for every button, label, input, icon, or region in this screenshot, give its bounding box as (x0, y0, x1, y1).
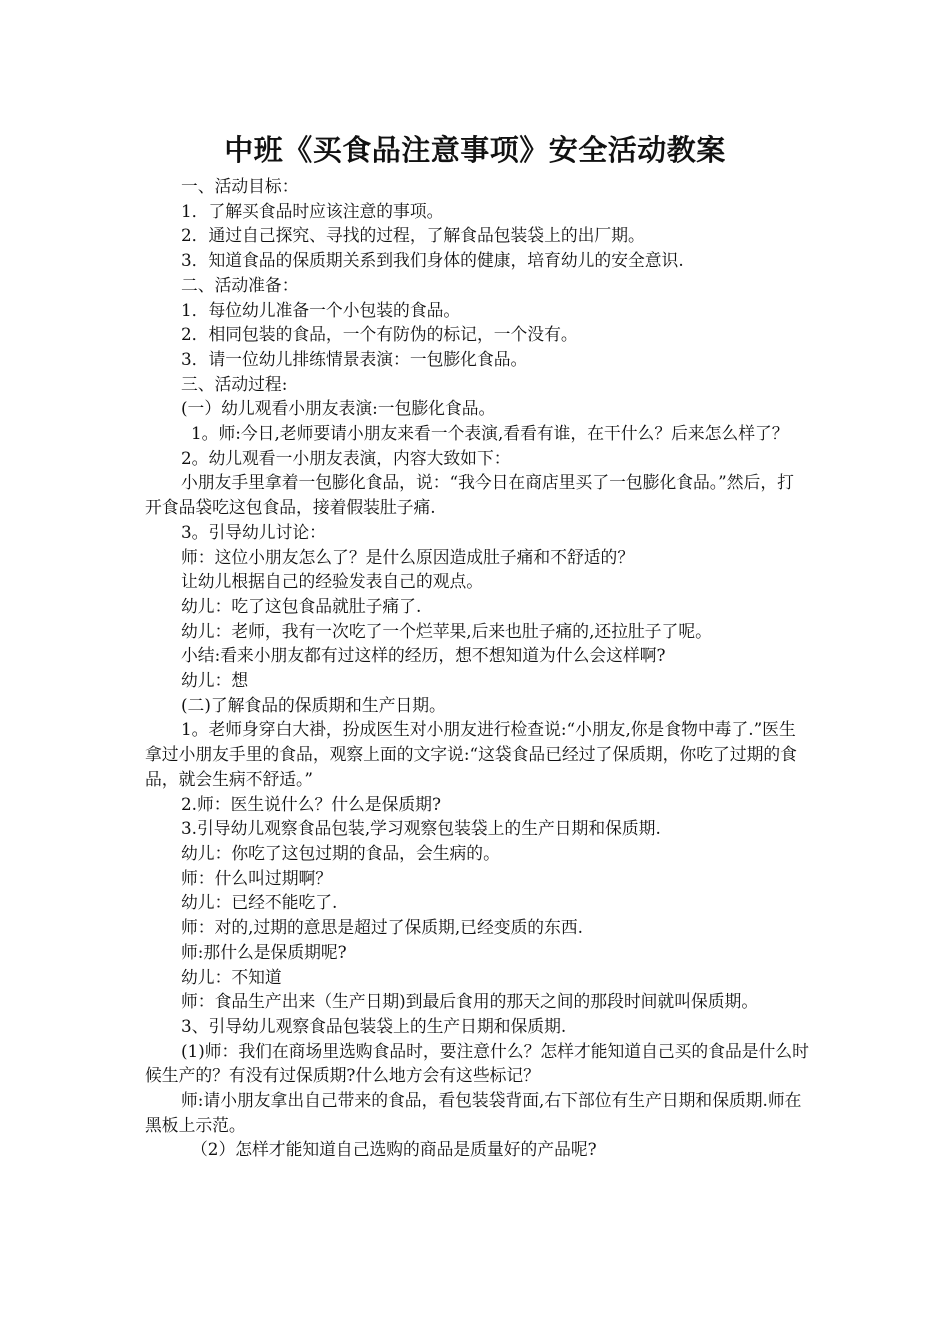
paragraph: (1)师：我们在商场里选购食品时，要注意什么？怎样才能知道自己买的食品是什么时候生产的？有没有过保质期?什么地方会有这些标记？ (145, 1040, 809, 1086)
section-heading-process: 三、活动过程: (181, 373, 288, 394)
paragraph: 小结:看来小朋友都有过这样的经历，想不想知道为什么会这样啊? (181, 645, 666, 666)
paragraph: 3．请一位幼儿排练情景表演：一包膨化食品。 (181, 348, 528, 369)
paragraph: 幼儿：不知道 (181, 966, 282, 987)
paragraph: 1．每位幼儿准备一个小包装的食品。 (181, 299, 461, 320)
paragraph: 师：这位小朋友怎么了？是什么原因造成肚子痛和不舒适的？ (181, 546, 635, 567)
paragraph: 师:请小朋友拿出自己带来的食品，看包装袋背面,右下部位有生产日期和保质期.师在黑板上示范。 (145, 1090, 802, 1135)
document-title: 中班《买食品注意事项》安全活动教案 (224, 133, 726, 167)
subsection-heading: (二)了解食品的保质期和生产日期。 (181, 694, 446, 715)
paragraph: 1。老师身穿白大褂，扮成医生对小朋友进行检查说:“小朋友,你是食物中毒了.”医生拿过小朋友手里的食品，观察上面的文字说:“这袋食品已经过了保质期，你吃了过期的食品，就会生病不舒适。” (145, 719, 797, 789)
section-heading-preparation: 二、活动准备： (181, 274, 299, 295)
subsection-heading: (一）幼儿观看小朋友表演:一包膨化食品。 (181, 398, 496, 419)
paragraph: 让幼儿根据自己的经验发表自己的观点。 (181, 571, 484, 592)
paragraph: 3、引导幼儿观察食品包装袋上的生产日期和保质期. (181, 1015, 567, 1036)
paragraph: 师：对的,过期的意思是超过了保质期,已经变质的东西. (181, 917, 583, 938)
paragraph: 幼儿：你吃了这包过期的食品，会生病的。 (181, 842, 500, 863)
paragraph: 师：食品生产出来（生产日期)到最后食用的那天之间的那段时间就叫保质期。 (181, 991, 759, 1012)
paragraph: 2．通过自己探究、寻找的过程，了解食品包装袋上的出厂期。 (181, 225, 645, 246)
paragraph: 师：什么叫过期啊？ (181, 867, 333, 888)
paragraph: 幼儿：已经不能吃了. (181, 892, 338, 913)
paragraph: 3。引导幼儿讨论： (181, 521, 326, 542)
paragraph: 2．相同包装的食品，一个有防伪的标记，一个没有。 (181, 324, 578, 345)
paragraph: 2。幼儿观看一小朋友表演，内容大致如下： (181, 447, 511, 468)
paragraph: 2.师：医生说什么？什么是保质期? (181, 793, 441, 814)
paragraph: 幼儿：老师，我有一次吃了一个烂苹果,后来也肚子痛的,还拉肚子了呢。 (181, 620, 712, 641)
paragraph: 小朋友手里拿着一包膨化食品，说：“我今日在商店里买了一包膨化食品。”然后，打开食品袋吃这包食品，接着假装肚子痛. (145, 472, 794, 518)
document-body (145, 174, 810, 1162)
paragraph: 1．了解买食品时应该注意的事项。 (181, 200, 444, 221)
section-heading-goals: 一、活动目标： (181, 176, 299, 196)
paragraph: 3．知道食品的保质期关系到我们身体的健康，培育幼儿的安全意识. (181, 250, 684, 271)
paragraph: 3.引导幼儿观察食品包装,学习观察包装袋上的生产日期和保质期. (181, 818, 661, 839)
paragraph: （2）怎样才能知道自己选购的商品是质量好的产品呢? (191, 1139, 597, 1160)
paragraph: 1。师:今日,老师要请小朋友来看一个表演,看看有谁，在干什么？后来怎么样了？ (191, 423, 789, 444)
paragraph: 幼儿：吃了这包食品就肚子痛了. (181, 595, 422, 616)
paragraph: 师:那什么是保质期呢? (181, 941, 347, 962)
paragraph: 幼儿：想 (181, 670, 249, 691)
